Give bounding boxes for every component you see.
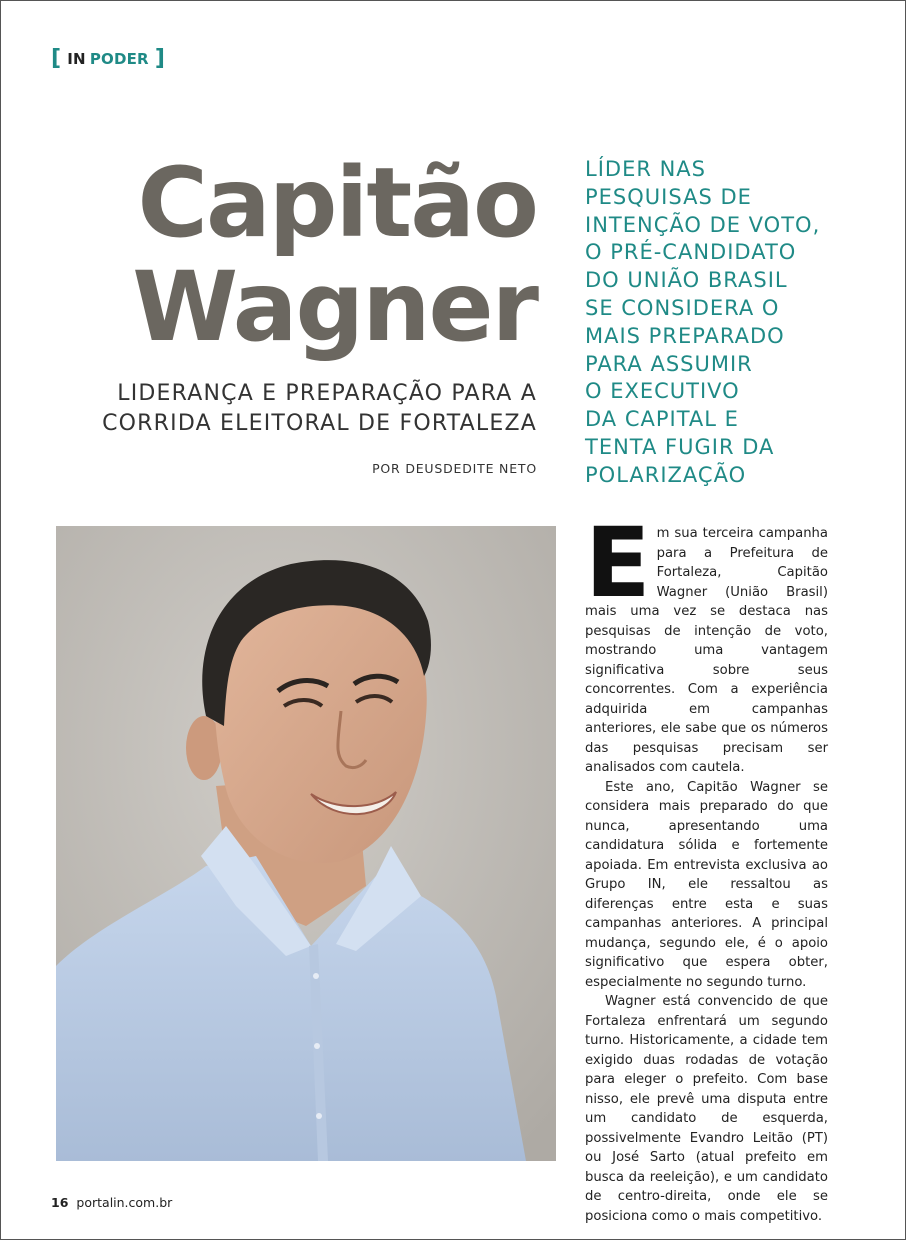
paragraph-1-text: m sua terceira campanha para a Prefeitura de Fortaleza, Capitão Wagner (União Brasil) mais uma vez se destaca nas pesquisas de intenção de voto, mostrando uma vantagem significativa sobre seus concorrentes. Com a experiência adquirida em campanhas anteriores, ele sabe que os números das pesquisas precisam ser analisados com cautela.: [585, 526, 828, 775]
article-body: [585, 507, 828, 1226]
paragraph-1: [585, 507, 828, 778]
deck-line: SE CONSIDERA O: [585, 295, 780, 320]
article-deck: [585, 156, 885, 490]
section-tag: [51, 47, 165, 70]
title-line-2: Wagner: [132, 251, 537, 363]
section-name: PODER: [89, 50, 149, 68]
page-number: 16: [51, 1195, 69, 1210]
section-bracket-close: ]: [154, 46, 166, 71]
deck-line: O PRÉ-CANDIDATO: [585, 240, 797, 265]
deck-line: MAIS PREPARADO: [585, 323, 785, 348]
title-line-1: Capitão: [137, 147, 537, 259]
section-bracket-open: [: [51, 46, 62, 71]
deck-line: TENTA FUGIR DA: [585, 434, 775, 459]
section-brand: IN: [67, 50, 86, 68]
footer-site-link[interactable]: portalin.com.br: [76, 1195, 173, 1210]
deck-line: DO UNIÃO BRASIL: [585, 268, 788, 293]
deck-line: LÍDER NAS: [585, 157, 707, 181]
deck-line: PESQUISAS DE: [585, 184, 752, 209]
article-title: [132, 147, 537, 363]
subtitle-line-1: LIDERANÇA E PREPARAÇÃO PARA A: [117, 381, 537, 406]
paragraph-2: Este ano, Capitão Wagner se considera mais preparado do que nunca, apresentando uma candidatura sólida e fortemente apoiada. Em entrevista exclusiva ao Grupo IN, ele ressaltou as diferenças entre esta e suas campanhas anteriores. A principal mudança, segundo ele, é o apoio significativo que espera obter, especialmente no segundo turno.: [585, 779, 828, 990]
deck-line: O EXECUTIVO: [585, 379, 740, 404]
article-subtitle: [57, 379, 537, 439]
deck-line: PARA ASSUMIR: [585, 351, 753, 376]
portrait-photo: [56, 526, 556, 1161]
subtitle-line-2: CORRIDA ELEITORAL DE FORTALEZA: [102, 411, 537, 436]
drop-cap: E: [585, 507, 651, 619]
page-footer: [51, 1195, 172, 1210]
deck-line: INTENÇÃO DE VOTO,: [585, 212, 821, 237]
deck-line: DA CAPITAL E: [585, 407, 739, 432]
paragraph-3: Wagner está convencido de que Fortaleza enfrentará um segundo turno. Historicamente, a cidade tem exigido duas rodadas de votação para eleger o prefeito. Com base nisso, ele prevê uma disputa entre um candidato de esquerda, possivelmente Evandro Leitão (PT) ou José Sarto (atual prefeito em busca da reeleição), e um candidato de centro-direita, onde ele se posiciona como o mais competitivo.: [585, 994, 828, 1224]
deck-line: POLARIZAÇÃO: [585, 462, 747, 487]
byline: POR DEUSDEDITE NETO: [372, 461, 537, 476]
